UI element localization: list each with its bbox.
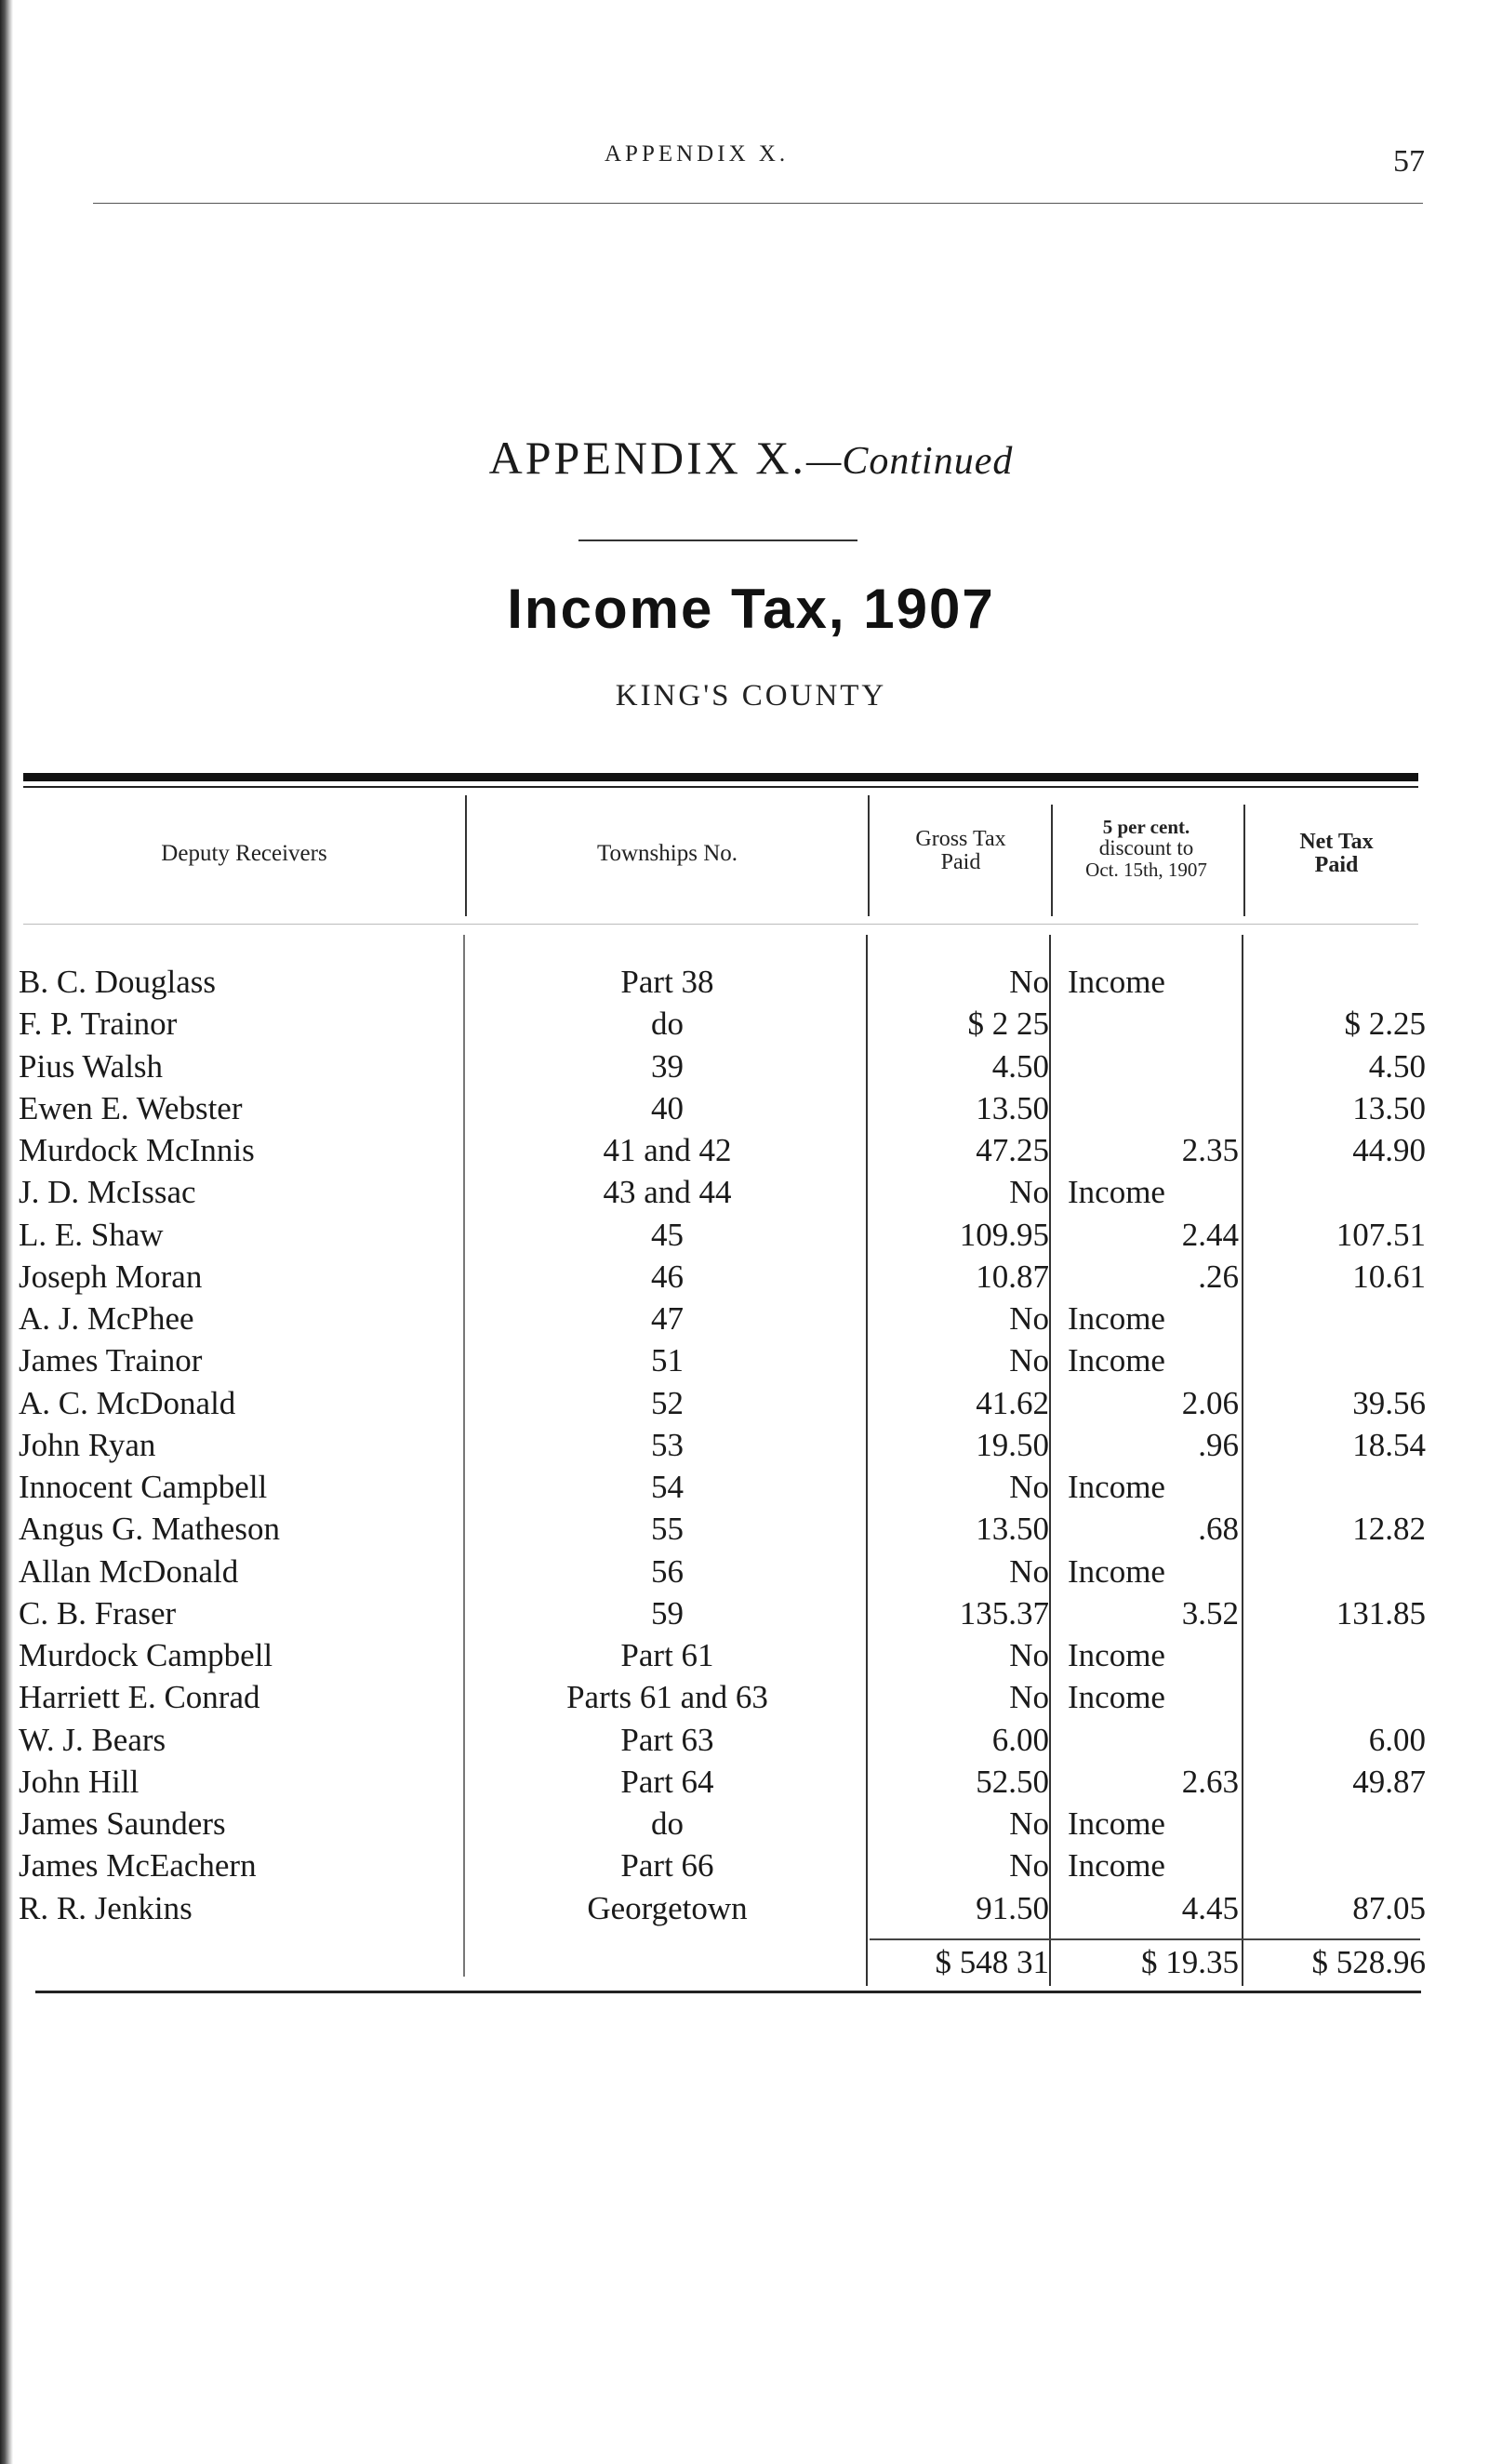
no-income-label: Income: [1068, 1637, 1165, 1673]
receiver-name: Allan McDonald: [19, 1553, 239, 1590]
net-tax-paid: 49.87: [1352, 1764, 1426, 1800]
receiver-name: C. B. Fraser: [19, 1595, 177, 1632]
table-row: [0, 1847, 1502, 1889]
header-gross-tax-paid: Gross Tax Paid: [915, 827, 1006, 875]
net-tax-paid: 131.85: [1336, 1595, 1426, 1632]
net-tax-paid: 107.51: [1336, 1217, 1426, 1253]
gross-tax-paid: 19.50: [976, 1427, 1049, 1463]
township-number: 45: [651, 1217, 684, 1253]
receiver-name: James Saunders: [19, 1805, 226, 1842]
township-number: Part 38: [620, 964, 714, 1000]
table-row: [0, 1300, 1502, 1342]
township-number: 47: [651, 1300, 684, 1337]
table-row: [0, 1764, 1502, 1805]
table-row: [0, 1469, 1502, 1511]
gross-tax-paid: No: [1009, 1300, 1049, 1337]
header-net-tax-paid: Net Tax Paid: [1299, 830, 1374, 878]
total-gross: $ 548 31: [935, 1944, 1049, 1980]
receiver-name: W. J. Bears: [19, 1722, 166, 1758]
receiver-name: James McEachern: [19, 1847, 257, 1884]
table-row: [0, 1090, 1502, 1132]
header-discount: 5 per cent. discount to Oct. 15th, 1907: [1085, 816, 1207, 882]
township-number: 51: [651, 1342, 684, 1379]
gross-tax-paid: 41.62: [976, 1385, 1049, 1421]
net-tax-paid: 4.50: [1368, 1048, 1426, 1085]
township-number: Part 63: [620, 1722, 714, 1758]
county-subtitle: KING'S COUNTY: [615, 679, 887, 713]
totals-top-rule: [870, 1938, 1420, 1940]
table-row: [0, 1132, 1502, 1174]
gross-tax-paid: 13.50: [976, 1511, 1049, 1547]
net-tax-paid: 13.50: [1352, 1090, 1426, 1126]
receiver-name: Murdock Campbell: [19, 1637, 273, 1673]
township-number: do: [651, 1006, 684, 1042]
gross-tax-paid: 135.37: [959, 1595, 1049, 1632]
table-row: [0, 1679, 1502, 1721]
gross-tax-paid: No: [1009, 1553, 1049, 1590]
township-number: 39: [651, 1048, 684, 1085]
no-income-label: Income: [1068, 964, 1165, 1000]
no-income-label: Income: [1068, 1469, 1165, 1505]
table-row: [0, 1217, 1502, 1259]
receiver-name: B. C. Douglass: [19, 964, 216, 1000]
gross-tax-paid: No: [1009, 1469, 1049, 1505]
table-row: [0, 1427, 1502, 1469]
receiver-name: John Ryan: [19, 1427, 156, 1463]
gross-tax-paid: No: [1009, 964, 1049, 1000]
gross-tax-paid: 91.50: [976, 1890, 1049, 1926]
receiver-name: James Trainor: [19, 1342, 203, 1379]
receiver-name: L. E. Shaw: [19, 1217, 164, 1253]
gross-tax-paid: No: [1009, 1342, 1049, 1379]
receiver-name: F. P. Trainor: [19, 1006, 178, 1042]
no-income-label: Income: [1068, 1553, 1165, 1590]
receiver-name: Innocent Campbell: [19, 1469, 268, 1505]
column-rule-3: [1051, 805, 1053, 916]
header-deputy-receivers: Deputy Receivers: [161, 841, 327, 866]
discount-amount: 3.52: [1181, 1595, 1239, 1632]
gross-tax-paid: 109.95: [959, 1217, 1049, 1253]
net-tax-paid: 12.82: [1352, 1511, 1426, 1547]
table-row: [0, 1259, 1502, 1300]
gross-tax-paid: 47.25: [976, 1132, 1049, 1168]
table-row: [0, 1006, 1502, 1047]
receiver-name: Ewen E. Webster: [19, 1090, 243, 1126]
table-row: [0, 1511, 1502, 1552]
total-net: $ 528.96: [1311, 1944, 1426, 1980]
appendix-title: [0, 431, 1502, 485]
appendix-title-continued: —Continued: [806, 440, 1014, 483]
table-row: [0, 1048, 1502, 1090]
receiver-name: R. R. Jenkins: [19, 1890, 193, 1926]
table-row: [0, 1637, 1502, 1679]
table-row: [0, 1174, 1502, 1216]
no-income-label: Income: [1068, 1805, 1165, 1842]
discount-amount: 2.06: [1181, 1385, 1239, 1421]
gross-tax-paid: No: [1009, 1847, 1049, 1884]
township-number: do: [651, 1805, 684, 1842]
table-row: [0, 1805, 1502, 1847]
township-number: 54: [651, 1469, 684, 1505]
discount-amount: .26: [1198, 1259, 1239, 1295]
header-bottom-rule: [23, 924, 1418, 925]
running-head: APPENDIX X.: [605, 141, 790, 166]
gross-tax-paid: $ 2 25: [967, 1006, 1049, 1042]
table-row: [0, 1722, 1502, 1764]
table-row: [0, 1890, 1502, 1932]
township-number: 55: [651, 1511, 684, 1547]
appendix-title-main: APPENDIX X.: [488, 432, 806, 484]
net-tax-paid: 87.05: [1352, 1890, 1426, 1926]
discount-amount: 2.35: [1181, 1132, 1239, 1168]
township-number: Parts 61 and 63: [566, 1679, 768, 1715]
township-number: 41 and 42: [603, 1132, 732, 1168]
net-tax-paid: 44.90: [1352, 1132, 1426, 1168]
receiver-name: Joseph Moran: [19, 1259, 203, 1295]
gross-tax-paid: 6.00: [991, 1722, 1049, 1758]
column-rule-4: [1243, 805, 1245, 916]
gross-tax-paid: 52.50: [976, 1764, 1049, 1800]
table-row: [0, 1342, 1502, 1384]
receiver-name: Murdock McInnis: [19, 1132, 255, 1168]
township-number: Part 64: [620, 1764, 714, 1800]
header-townships-no: Townships No.: [596, 841, 738, 866]
receiver-name: A. J. McPhee: [19, 1300, 194, 1337]
no-income-label: Income: [1068, 1847, 1165, 1884]
township-number: 52: [651, 1385, 684, 1421]
township-number: Part 66: [620, 1847, 714, 1884]
table-row: [0, 964, 1502, 1006]
table-top-thick-rule: [23, 773, 1418, 781]
receiver-name: John Hill: [19, 1764, 140, 1800]
table-row: [0, 1385, 1502, 1427]
receiver-name: Harriett E. Conrad: [19, 1679, 260, 1715]
receiver-name: Angus G. Matheson: [19, 1511, 280, 1547]
discount-amount: .68: [1198, 1511, 1239, 1547]
discount-amount: 4.45: [1181, 1890, 1239, 1926]
gross-tax-paid: No: [1009, 1637, 1049, 1673]
discount-amount: 2.63: [1181, 1764, 1239, 1800]
no-income-label: Income: [1068, 1679, 1165, 1715]
township-number: 56: [651, 1553, 684, 1590]
receiver-name: Pius Walsh: [19, 1048, 164, 1085]
table-row: [0, 1553, 1502, 1595]
header-rule: [93, 203, 1423, 204]
gross-tax-paid: 10.87: [976, 1259, 1049, 1295]
gross-tax-paid: No: [1009, 1679, 1049, 1715]
table-row: [0, 1595, 1502, 1637]
township-number: Part 61: [620, 1637, 714, 1673]
receiver-name: A. C. McDonald: [19, 1385, 236, 1421]
column-rule-2: [868, 795, 870, 916]
net-tax-paid: 18.54: [1352, 1427, 1426, 1463]
page-number: 57: [1393, 144, 1425, 179]
no-income-label: Income: [1068, 1174, 1165, 1210]
no-income-label: Income: [1068, 1300, 1165, 1337]
receiver-name: J. D. McIssac: [19, 1174, 196, 1210]
gross-tax-paid: 13.50: [976, 1090, 1049, 1126]
net-tax-paid: 39.56: [1352, 1385, 1426, 1421]
no-income-label: Income: [1068, 1342, 1165, 1379]
gross-tax-paid: No: [1009, 1174, 1049, 1210]
table-top-thin-rule: [23, 786, 1418, 788]
township-number: Georgetown: [587, 1890, 748, 1926]
gross-tax-paid: No: [1009, 1805, 1049, 1842]
net-tax-paid: $ 2.25: [1344, 1006, 1426, 1042]
gross-tax-paid: 4.50: [991, 1048, 1049, 1085]
total-discount: $ 19.35: [1141, 1944, 1239, 1980]
township-number: 59: [651, 1595, 684, 1632]
title-divider: [578, 539, 857, 541]
table-bottom-rule: [35, 1991, 1421, 1993]
township-number: 43 and 44: [603, 1174, 732, 1210]
discount-amount: .96: [1198, 1427, 1239, 1463]
column-rule-1: [465, 795, 467, 916]
net-tax-paid: 10.61: [1352, 1259, 1426, 1295]
discount-amount: 2.44: [1181, 1217, 1239, 1253]
page-title: Income Tax, 1907: [507, 578, 995, 640]
township-number: 40: [651, 1090, 684, 1126]
township-number: 53: [651, 1427, 684, 1463]
net-tax-paid: 6.00: [1368, 1722, 1426, 1758]
township-number: 46: [651, 1259, 684, 1295]
totals-row: [0, 1944, 1502, 1986]
